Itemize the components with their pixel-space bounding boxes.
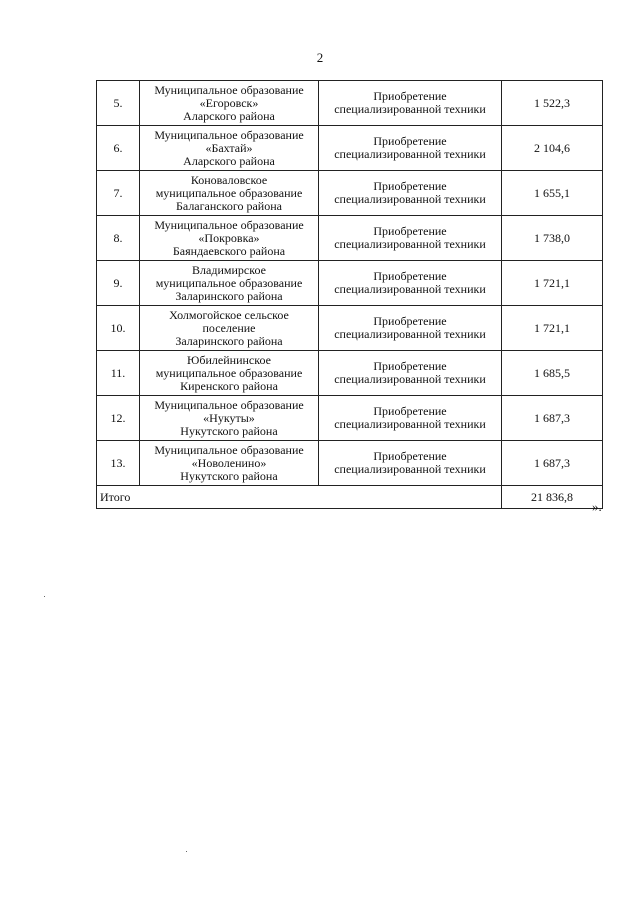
purpose-line: специализированной техники bbox=[334, 327, 486, 341]
purpose-cell bbox=[319, 126, 502, 171]
municipality-line: Муниципальное образование bbox=[154, 82, 304, 97]
purpose-line: специализированной техники bbox=[334, 462, 486, 476]
purpose-cell bbox=[319, 351, 502, 396]
purpose-line: Приобретение bbox=[373, 224, 447, 238]
municipality-line: Аларского района bbox=[183, 108, 275, 123]
row-number: 13. bbox=[97, 441, 140, 486]
municipality-line: поселение bbox=[202, 320, 256, 335]
table-row bbox=[97, 441, 603, 486]
table-row bbox=[97, 351, 603, 396]
amount-cell: 1 687,3 bbox=[502, 396, 603, 441]
municipality-line: «Бахтай» bbox=[205, 140, 253, 155]
municipality-line: Юбилейнинское bbox=[187, 352, 271, 367]
table-body bbox=[97, 81, 603, 509]
amount-cell: 1 685,5 bbox=[502, 351, 603, 396]
purpose-cell bbox=[319, 216, 502, 261]
purpose-line: специализированной техники bbox=[334, 192, 486, 206]
row-number: 10. bbox=[97, 306, 140, 351]
row-number: 7. bbox=[97, 171, 140, 216]
row-number: 11. bbox=[97, 351, 140, 396]
scan-speck bbox=[186, 851, 187, 852]
municipality-cell bbox=[140, 216, 319, 261]
municipality-cell bbox=[140, 306, 319, 351]
purpose-cell bbox=[319, 441, 502, 486]
purpose-line: Приобретение bbox=[373, 89, 447, 103]
municipality-line: Владимирское bbox=[192, 262, 266, 277]
purpose-line: Приобретение bbox=[373, 359, 447, 373]
municipality-line: Холмогойское сельское bbox=[169, 307, 289, 322]
municipality-line: Нукутского района bbox=[180, 423, 278, 438]
purpose-line: Приобретение bbox=[373, 134, 447, 148]
municipality-line: «Новоленино» bbox=[191, 455, 267, 470]
table-row bbox=[97, 81, 603, 126]
purpose-line: специализированной техники bbox=[334, 237, 486, 251]
table-row bbox=[97, 171, 603, 216]
page-number: 2 bbox=[316, 50, 324, 65]
municipality-line: Коноваловское bbox=[190, 172, 268, 187]
municipality-line: муниципальное образование bbox=[155, 365, 303, 380]
municipality-line: Муниципальное образование bbox=[154, 127, 304, 142]
scan-speck bbox=[44, 596, 45, 597]
purpose-line: Приобретение bbox=[373, 269, 447, 283]
allocation-table bbox=[96, 80, 603, 509]
total-amount: 21 836,8 bbox=[502, 486, 603, 509]
municipality-line: Муниципальное образование bbox=[154, 397, 304, 412]
municipality-line: «Нукуты» bbox=[203, 410, 255, 425]
purpose-line: Приобретение bbox=[373, 404, 447, 418]
amount-cell: 1 721,1 bbox=[502, 306, 603, 351]
purpose-line: Приобретение bbox=[373, 449, 447, 463]
municipality-line: муниципальное образование bbox=[155, 185, 303, 200]
purpose-line: Приобретение bbox=[373, 179, 447, 193]
municipality-cell bbox=[140, 351, 319, 396]
municipality-line: Балаганского района bbox=[176, 198, 282, 213]
municipality-cell bbox=[140, 441, 319, 486]
purpose-line: специализированной техники bbox=[334, 147, 486, 161]
amount-cell: 1 522,3 bbox=[502, 81, 603, 126]
amount-cell: 1 687,3 bbox=[502, 441, 603, 486]
municipality-cell bbox=[140, 396, 319, 441]
municipality-cell bbox=[140, 171, 319, 216]
purpose-line: специализированной техники bbox=[334, 102, 486, 116]
municipality-cell bbox=[140, 81, 319, 126]
municipality-line: Муниципальное образование bbox=[154, 217, 304, 232]
amount-cell: 1 738,0 bbox=[502, 216, 603, 261]
amount-cell: 1 721,1 bbox=[502, 261, 603, 306]
purpose-cell bbox=[319, 171, 502, 216]
purpose-cell bbox=[319, 396, 502, 441]
municipality-line: «Покровка» bbox=[198, 230, 260, 245]
table-row bbox=[97, 126, 603, 171]
municipality-line: «Егоровск» bbox=[199, 95, 259, 110]
purpose-cell bbox=[319, 81, 502, 126]
purpose-line: специализированной техники bbox=[334, 372, 486, 386]
municipality-line: Заларинского района bbox=[175, 288, 283, 303]
amount-cell: 1 655,1 bbox=[502, 171, 603, 216]
total-label: Итого bbox=[97, 486, 502, 509]
closing-quote: ». bbox=[592, 499, 602, 514]
purpose-cell bbox=[319, 261, 502, 306]
row-number: 6. bbox=[97, 126, 140, 171]
row-number: 12. bbox=[97, 396, 140, 441]
municipality-line: Аларского района bbox=[183, 153, 275, 168]
amount-cell: 2 104,6 bbox=[502, 126, 603, 171]
municipality-cell bbox=[140, 261, 319, 306]
row-number: 9. bbox=[97, 261, 140, 306]
row-number: 5. bbox=[97, 81, 140, 126]
table-row bbox=[97, 261, 603, 306]
table-row bbox=[97, 306, 603, 351]
purpose-line: специализированной техники bbox=[334, 282, 486, 296]
municipality-line: Киренского района bbox=[180, 378, 278, 393]
municipality-line: Муниципальное образование bbox=[154, 442, 304, 457]
table-row bbox=[97, 396, 603, 441]
purpose-line: Приобретение bbox=[373, 314, 447, 328]
purpose-line: специализированной техники bbox=[334, 417, 486, 431]
row-number: 8. bbox=[97, 216, 140, 261]
municipality-line: муниципальное образование bbox=[155, 275, 303, 290]
municipality-cell bbox=[140, 126, 319, 171]
municipality-line: Баяндаевского района bbox=[172, 243, 286, 258]
municipality-line: Заларинского района bbox=[175, 333, 283, 348]
municipality-line: Нукутского района bbox=[180, 468, 278, 483]
total-row bbox=[97, 486, 603, 509]
purpose-cell bbox=[319, 306, 502, 351]
table-row bbox=[97, 216, 603, 261]
